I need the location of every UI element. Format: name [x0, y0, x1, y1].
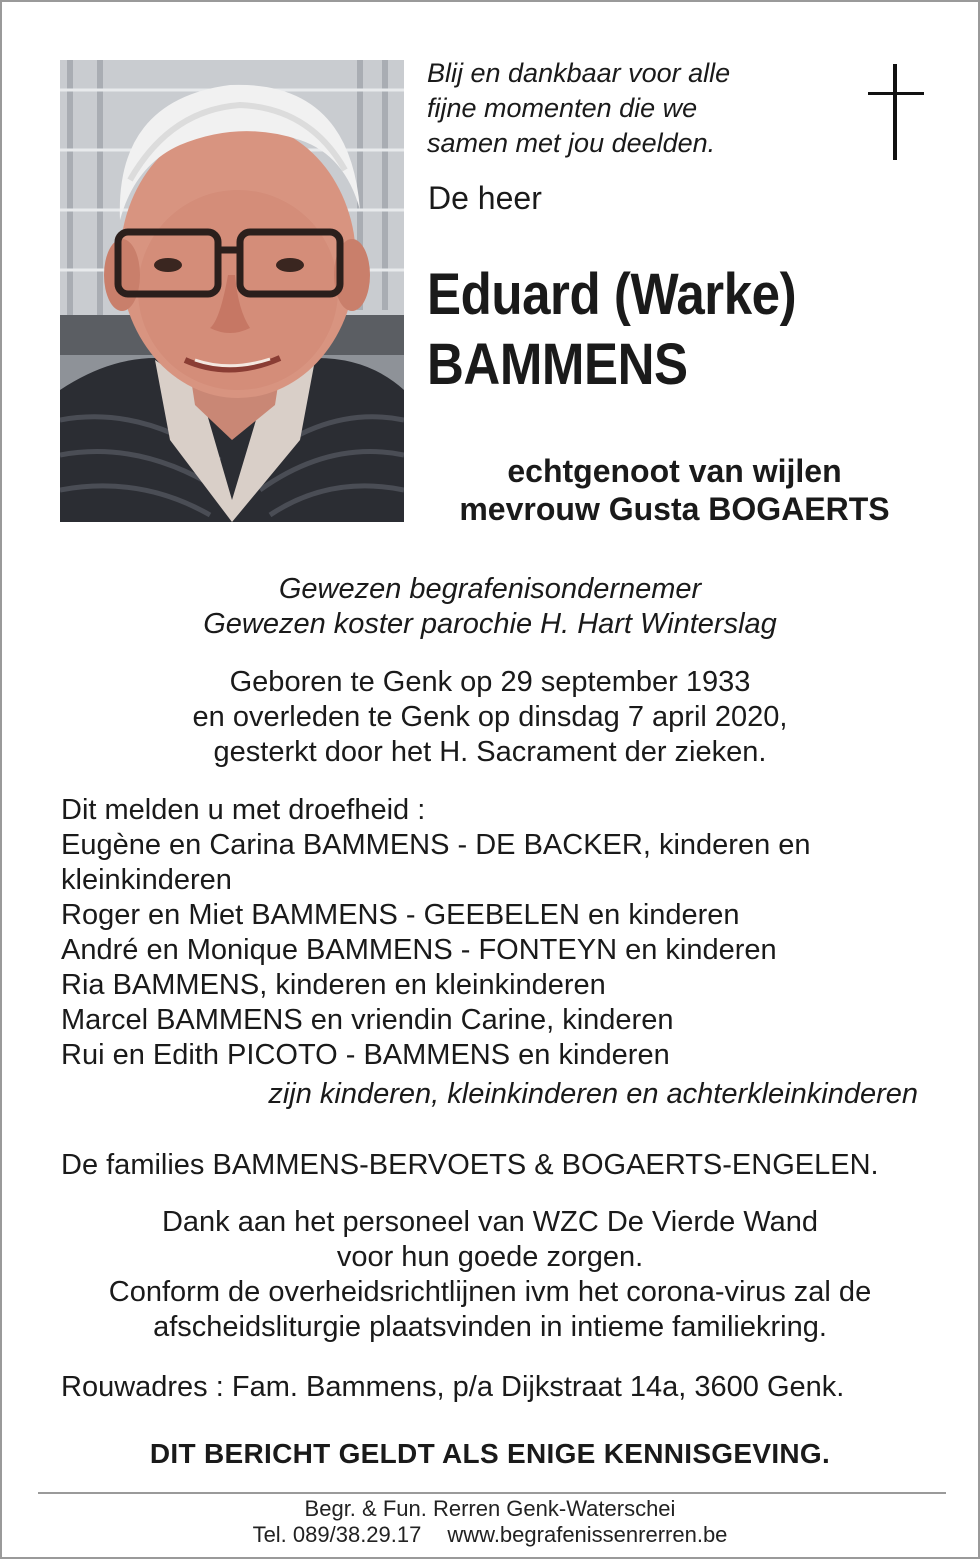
- divider: [38, 1492, 946, 1494]
- date-line: en overleden te Genk op dinsdag 7 april 2020,: [192, 701, 788, 733]
- portrait-photo: [60, 60, 404, 522]
- list-item: André en Monique BAMMENS - FONTEYN en kinderen: [61, 934, 777, 966]
- undertaker-contact: [2, 1522, 978, 1548]
- thanks-block: [2, 1205, 978, 1345]
- quote-line: Blij en dankbaar voor alle: [427, 58, 731, 88]
- salutation: De heer: [428, 180, 542, 216]
- mourners-list: [61, 793, 931, 1073]
- deceased-first-name: Eduard (Warke): [427, 262, 797, 327]
- mourning-address: Rouwadres : Fam. Bammens, p/a Dijkstraat 14a, 3600 Genk.: [61, 1371, 845, 1403]
- sole-notice: DIT BERICHT GELDT ALS ENIGE KENNISGEVING.: [149, 1438, 831, 1469]
- memorial-quote: [427, 56, 730, 161]
- deceased-name: [427, 260, 796, 400]
- role-line: Gewezen begrafenisondernemer: [278, 573, 702, 605]
- list-item: Rui en Edith PICOTO - BAMMENS en kinderen: [61, 1039, 670, 1071]
- list-item: Ria BAMMENS, kinderen en kleinkinderen: [61, 969, 606, 1001]
- cross-icon: [868, 64, 924, 160]
- list-item: Marcel BAMMENS en vriendin Carine, kinderen: [61, 1004, 674, 1036]
- relation-line: zijn kinderen, kleinkinderen en achterkleinkinderen: [268, 1078, 918, 1110]
- list-item: Roger en Miet BAMMENS - GEEBELEN en kinderen: [61, 899, 740, 931]
- date-line: gesterkt door het H. Sacrament der zieken.: [213, 736, 767, 768]
- spouse-line: echtgenoot van wijlen: [507, 453, 842, 489]
- thanks-line: afscheidsliturgie plaatsvinden in intieme familiekring.: [153, 1311, 827, 1343]
- undertaker-website: www.begrafenissenrerren.be: [447, 1522, 728, 1547]
- thanks-line: Dank aan het personeel van WZC De Vierde Wand: [161, 1206, 819, 1238]
- life-dates: [2, 665, 978, 770]
- quote-line: samen met jou deelden.: [427, 128, 716, 158]
- thanks-line: Conform de overheidsrichtlijnen ivm het corona-virus zal de: [108, 1276, 872, 1308]
- undertaker-phone: Tel. 089/38.29.17: [252, 1522, 422, 1547]
- quote-line: fijne momenten die we: [427, 93, 698, 123]
- role-line: Gewezen koster parochie H. Hart Winterslag: [203, 608, 777, 640]
- former-roles: [2, 572, 978, 642]
- announcement-intro: Dit melden u met droefheid :: [61, 794, 426, 826]
- undertaker-name: Begr. & Fun. Rerren Genk-Waterschei: [304, 1496, 676, 1521]
- thanks-line: voor hun goede zorgen.: [336, 1241, 644, 1273]
- deceased-last-name: BAMMENS: [427, 332, 688, 397]
- families-line: De families BAMMENS-BERVOETS & BOGAERTS-ENGELEN.: [61, 1149, 879, 1181]
- spouse-line: mevrouw Gusta BOGAERTS: [459, 491, 890, 527]
- date-line: Geboren te Genk op 29 september 1933: [229, 666, 751, 698]
- undertaker-footer: [2, 1496, 978, 1548]
- spouse-info: [417, 452, 932, 528]
- list-item: Eugène en Carina BAMMENS - DE BACKER, kinderen en kleinkinderen: [61, 829, 811, 896]
